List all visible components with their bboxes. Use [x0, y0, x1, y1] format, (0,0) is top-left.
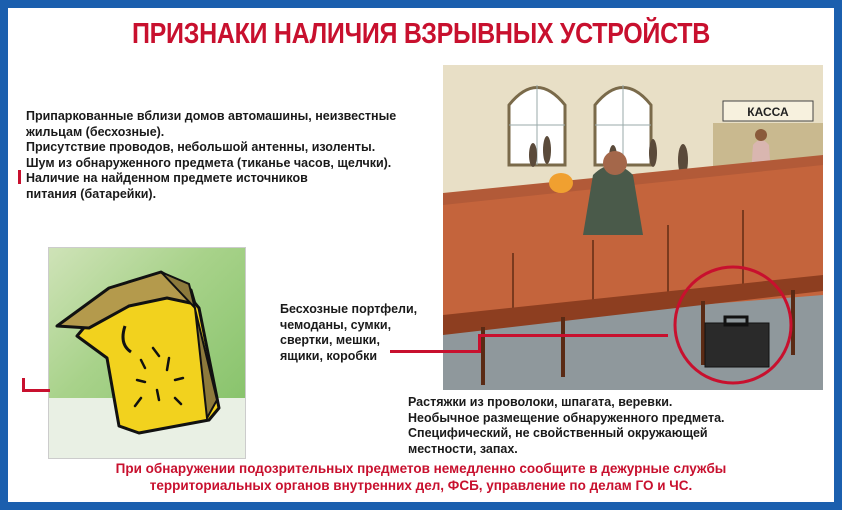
bag-illustration: [48, 247, 246, 459]
waiting-hall-illustration: [443, 65, 823, 390]
wires-text: Растяжки из проволоки, шпагата, веревки. Необычное размещение обнаруженного предмета. Специфический, не свойственный окружающей местности, запах.: [408, 395, 725, 456]
footer-line-2: территориальных органов внутренних дел, ФСБ, управление по делам ГО и ЧС.: [149, 478, 693, 493]
signs-text: Припаркованные вблизи домов автомашины, неизвестные жильцам (бесхозные). Присутствие проводов, небольшой антенны, изоленты. Шум из обнаруженного предмета (тиканье часов, щелчки). Наличие на найденном предмете источников питания (батарейки).: [26, 109, 397, 201]
kassa-sign: КАССА: [747, 105, 789, 119]
waiting-hall-scene: [443, 65, 823, 390]
connector-line-suitcase-h2: [478, 334, 668, 337]
poster-title: ПРИЗНАКИ НАЛИЧИЯ ВЗРЫВНЫХ УСТРОЙСТВ: [132, 17, 710, 51]
footer-line-1: При обнаружении подозрительных предметов немедленно сообщите в дежурные службы: [115, 461, 727, 476]
suspicious-bag-icon: [49, 248, 245, 458]
connector-line-left-h: [22, 389, 50, 392]
suitcases-text: Бесхозные портфели, чемоданы, сумки, свертки, мешки, ящики, коробки: [280, 302, 418, 363]
red-marker: [18, 170, 21, 184]
poster: [8, 8, 834, 502]
connector-line-suitcase: [390, 350, 480, 353]
